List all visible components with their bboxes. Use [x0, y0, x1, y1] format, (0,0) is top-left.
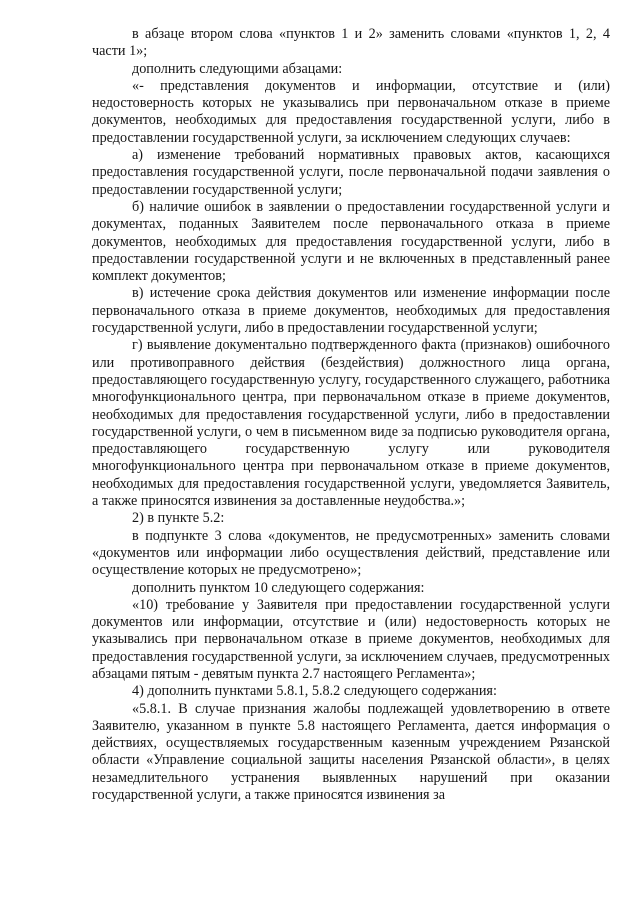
paragraph-3: «- представления документов и информации, отсутствие и (или) недостоверность которых не указывались при первоначальном отказе в приеме документов, необходимых для предоставления государственной услуги, либо в предоставлении государственной услуги, за исключением следующих случаев: [92, 77, 610, 146]
paragraph-7: г) выявление документально подтвержденного факта (признаков) ошибочного или противоправного действия (бездействия) должностного лица органа, предоставляющего государственную услугу, государственного служащего, работника многофункционального центра, при первоначальном отказе в приеме документов, необходимых для предоставления государственной услуги, либо в предоставлении государственной услуги, о чем в письменном виде за подписью руководителя органа, предоставляющего государственную услугу или руководителя многофункционального центра при первоначальном отказе в приеме документов, необходимых для предоставления государственной услуги, уведомляется Заявитель, а также приносятся извинения за доставленные неудобства.»; [92, 337, 610, 510]
paragraph-5: б) наличие ошибок в заявлении о предоставлении государственной услуги и документах, поданных Заявителем после первоначального отказа в приеме документов, необходимых для предоставления государственной услуги, либо в предоставлении государственной услуги и не включенных в представленный ранее комплект документов; [92, 198, 610, 285]
paragraph-2: дополнить следующими абзацами: [132, 60, 343, 77]
paragraph-8: 2) в пункте 5.2: [132, 510, 225, 527]
paragraph-13: «5.8.1. В случае признания жалобы подлежащей удовлетворению в ответе Заявителю, указанном в пункте 5.8 настоящего Регламента, дается информация о действиях, осуществляемых государственным казенным учреждением Рязанской области «Управление социальной защиты населения Рязанской области», в целях незамедлительного устранения выявленных нарушений при оказании государственной услуги, а также приносятся извинения за [92, 700, 610, 804]
paragraph-10: дополнить пунктом 10 следующего содержания: [132, 579, 425, 596]
paragraph-6: в) истечение срока действия документов или изменение информации после первоначального отказа в приеме документов, необходимых для предоставления государственной услуги, либо в предоставлении государственной услуги; [92, 285, 610, 337]
paragraph-11: «10) требование у Заявителя при предоставлении государственной услуги документов или информации, отсутствие и (или) недостоверность которых не указывались при первоначальном отказе в приеме документов, необходимых для предоставления государственной услуги, за исключением случаев, предусмотренных абзацами пятым - девятым пункта 2.7 настоящего Регламента»; [92, 596, 610, 682]
paragraph-4: а) изменение требований нормативных правовых актов, касающихся предоставления государственной услуги, после первоначальной подачи заявления о предоставлении государственной услуги; [92, 147, 610, 198]
paragraph-1: в абзаце втором слова «пунктов 1 и 2» заменить словами «пунктов 1, 2, 4 части 1»; [92, 26, 610, 60]
document-body [92, 26, 610, 804]
paragraph-9: в подпункте 3 слова «документов, не предусмотренных» заменить словами «документов или информации либо осуществления действий, представление или осуществление которых не предусмотрено»; [92, 527, 610, 579]
paragraph-12: 4) дополнить пунктами 5.8.1, 5.8.2 следующего содержания: [132, 683, 497, 700]
